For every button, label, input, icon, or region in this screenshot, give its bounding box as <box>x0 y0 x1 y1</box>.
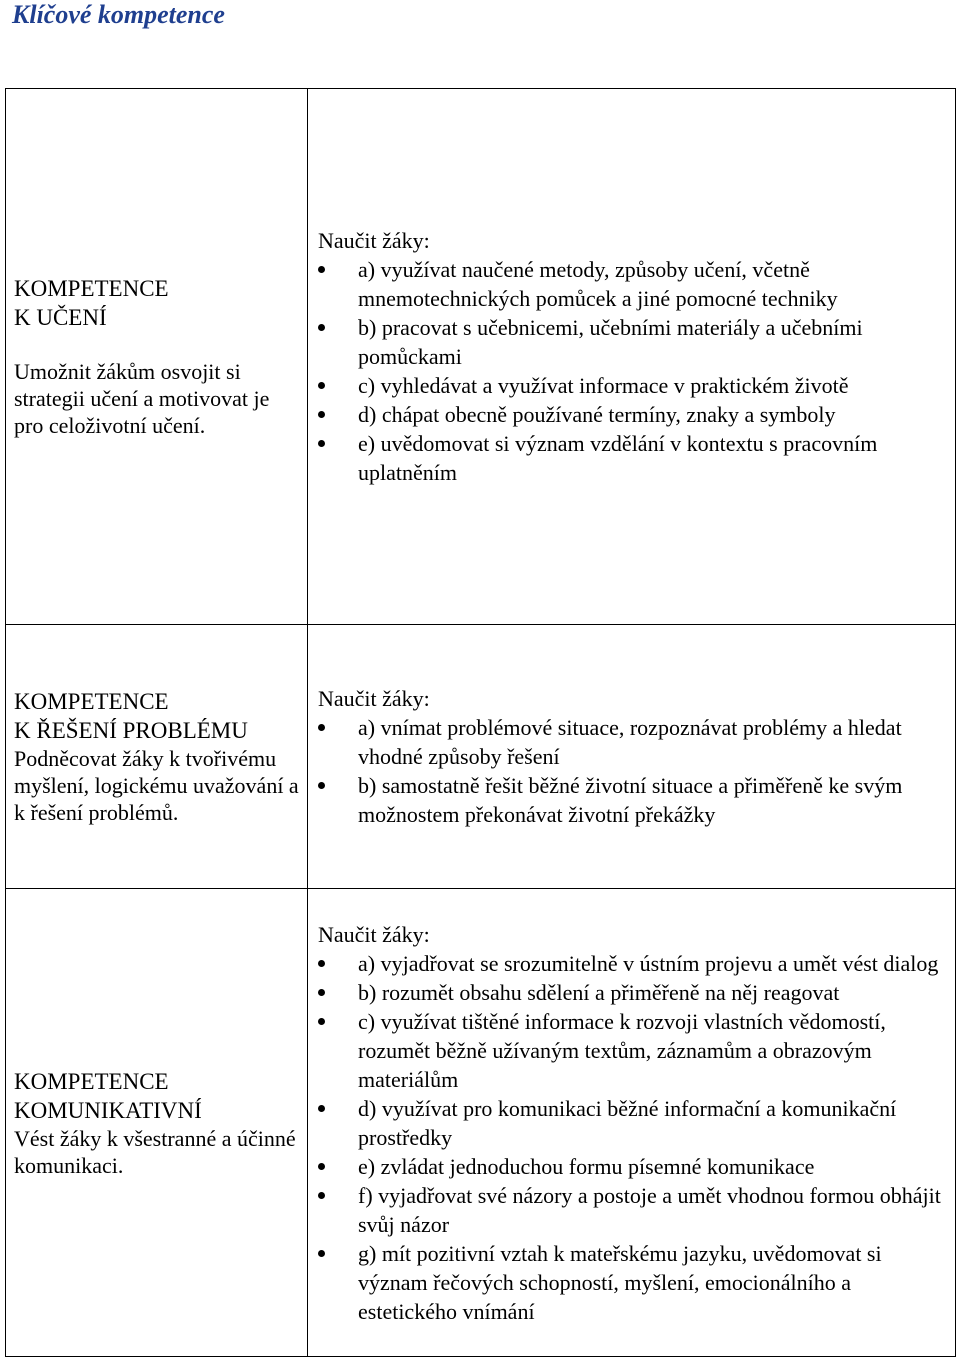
goal-item <box>318 771 949 829</box>
goals-intro: Naučit žáky: <box>318 228 430 253</box>
competence-description: Umožnit žákům osvojit si strategii učení a motivovat je pro celoživotní učení. <box>14 359 270 438</box>
bullet-icon <box>318 324 325 331</box>
goal-item <box>318 371 949 400</box>
competences-table <box>5 88 956 1357</box>
bullet-icon <box>318 782 325 789</box>
competence-cell <box>6 625 308 889</box>
goal-text: d) využívat pro komunikaci běžné informační a komunikační prostředky <box>358 1095 897 1150</box>
goal-text: f) vyjadřovat své názory a postoje a umět vhodnou formou obhájit svůj názor <box>358 1182 941 1237</box>
goal-text: e) uvědomovat si význam vzdělání v kontextu s pracovním uplatněním <box>358 431 878 485</box>
competence-title-line2: KOMUNIKATIVNÍ <box>14 1097 202 1123</box>
competence-row <box>6 625 956 889</box>
goal-item <box>318 978 949 1007</box>
goals-intro: Naučit žáky: <box>318 921 430 947</box>
goal-item <box>318 1094 949 1152</box>
goals-cell <box>308 89 956 625</box>
goal-item <box>318 400 949 429</box>
goals-list <box>318 713 949 829</box>
goal-text: g) mít pozitivní vztah k mateřskému jazyku, uvědomovat si význam řečových schopností, myšlení, emocionálního a estetického vnímání <box>358 1240 882 1324</box>
bullet-icon <box>318 724 325 731</box>
goal-text: c) využívat tištěné informace k rozvoji vlastních vědomostí, rozumět běžně užívaným textům, záznamům a obrazovým materiálům <box>358 1008 886 1092</box>
bullet-icon <box>318 1250 325 1257</box>
goal-item <box>318 429 949 487</box>
bullet-icon <box>318 1105 325 1112</box>
goal-item <box>318 1239 949 1326</box>
goal-text: e) zvládat jednoduchou formu písemné komunikace <box>358 1153 815 1179</box>
goal-item <box>318 1152 949 1181</box>
competence-cell <box>6 89 308 625</box>
competence-title-line2: K ŘEŠENÍ PROBLÉMU <box>14 718 248 743</box>
goal-text: b) samostatně řešit běžné životní situace a přiměřeně ke svým možnostem překonávat životní překážky <box>358 773 903 827</box>
bullet-icon <box>318 382 325 389</box>
bullet-icon <box>318 440 325 447</box>
goal-text: b) pracovat s učebnicemi, učebními materiály a učebními pomůckami <box>358 315 863 369</box>
bullet-icon <box>318 989 325 996</box>
bullet-icon <box>318 1192 325 1199</box>
goal-item <box>318 255 949 313</box>
goal-item <box>318 713 949 771</box>
competence-cell <box>6 889 308 1357</box>
goals-cell <box>308 625 956 889</box>
goal-text: d) chápat obecně používané termíny, znaky a symboly <box>358 402 836 427</box>
bullet-icon <box>318 411 325 418</box>
goals-intro: Naučit žáky: <box>318 686 430 711</box>
bullet-icon <box>318 1018 325 1025</box>
bullet-icon <box>318 1163 325 1170</box>
goal-item <box>318 1007 949 1094</box>
goal-item <box>318 313 949 371</box>
goal-text: c) vyhledávat a využívat informace v praktickém životě <box>358 373 849 398</box>
bullet-icon <box>318 960 325 967</box>
goals-list <box>318 255 949 487</box>
competence-description: Podněcovat žáky k tvořivému myšlení, logickému uvažování a k řešení problémů. <box>14 746 299 825</box>
bullet-icon <box>318 266 325 273</box>
page-title: Klíčové kompetence <box>12 0 225 29</box>
goal-text: b) rozumět obsahu sdělení a přiměřeně na něj reagovat <box>358 979 840 1005</box>
competence-row <box>6 889 956 1357</box>
goals-cell <box>308 889 956 1357</box>
goal-text: a) vyjadřovat se srozumitelně v ústním projevu a umět vést dialog <box>358 950 939 976</box>
goal-item <box>318 1181 949 1239</box>
goals-list <box>318 949 949 1326</box>
competence-row <box>6 89 956 625</box>
competence-description: Vést žáky k všestranné a účinné komunikaci. <box>14 1125 296 1178</box>
goal-text: a) využívat naučené metody, způsoby učení, včetně mnemotechnických pomůcek a jiné pomocné techniky <box>358 257 838 311</box>
competence-title: KOMPETENCE <box>14 276 169 301</box>
competence-title: KOMPETENCE <box>14 689 169 714</box>
goal-text: a) vnímat problémové situace, rozpoznávat problémy a hledat vhodné způsoby řešení <box>358 715 902 769</box>
competence-title-line2: K UČENÍ <box>14 305 107 330</box>
competence-title: KOMPETENCE <box>14 1068 169 1094</box>
goal-item <box>318 949 949 978</box>
